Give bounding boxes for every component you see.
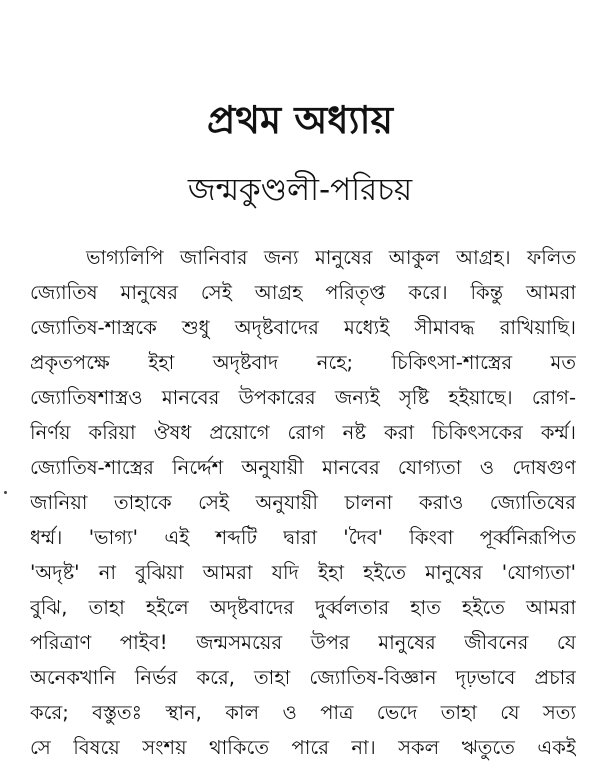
body-text (30, 240, 576, 765)
chapter-title: প্রথম অধ্যায় (207, 98, 393, 142)
paragraph-line: ধর্ম্ম। 'ভাগ্য' এই শব্দটি দ্বারা 'দৈব' কিংবা পূর্ব্বনিরূপিত (30, 526, 576, 549)
paragraph-line: বুঝি, তাহা হইলে অদৃষ্টবাদের দুর্ব্বলতার হাত হইতে আমরা (30, 596, 576, 619)
paragraph-line: জ্যোতিষ-শাস্ত্রকে শুধু অদৃষ্টবাদের মধ্যেই সীমাবদ্ধ রাখিয়াছি। (30, 316, 576, 339)
section-title: জন্মকুণ্ডলী-পরিচয় (187, 172, 413, 208)
paragraph-line: জানিয়া তাহাকে সেই অনুযায়ী চালনা করাও জ্যোতিষের (30, 491, 576, 514)
paragraph-line: সে বিষয়ে সংশয় থাকিতে পারে না। সকল ঋতুতে একই (30, 736, 576, 759)
paragraph-line: অনেকখানি নির্ভর করে, তাহা জ্যোতিষ-বিজ্ঞান দৃঢ়ভাবে প্রচার (30, 666, 576, 689)
paragraph-line: করে; বস্তুতঃ স্থান, কাল ও পাত্র ভেদে তাহা যে সত্য (30, 701, 576, 724)
paragraph-line: নির্ণয় করিয়া ঔষধ প্রয়োগে রোগ নষ্ট করা চিকিৎসকের কর্ম্ম। (30, 421, 576, 444)
paragraph-line: ভাগ্যলিপি জানিবার জন্য মানুষের আকুল আগ্রহ। ফলিত (86, 246, 576, 269)
scan-speck (4, 491, 7, 494)
paragraph-line: প্রকৃতপক্ষে ইহা অদৃষ্টবাদ নহে; চিকিৎসা-শাস্ত্রের মত (30, 351, 576, 374)
paragraph-line: 'অদৃষ্ট' না বুঝিয়া আমরা যদি ইহা হইতে মানুষের 'যোগ্যতা' (30, 561, 576, 584)
paragraph-line: জ্যোতিষ-শাস্ত্রের নির্দ্দেশ অনুযায়ী মানবের যোগ্যতা ও দোষগুণ (30, 456, 576, 479)
paragraph-line: জ্যোতিষ মানুষের সেই আগ্রহ পরিতৃপ্ত করে। কিন্তু আমরা (30, 281, 576, 304)
paragraph-line: জ্যোতিষশাস্ত্রও মানবের উপকারের জন্যই সৃষ্টি হইয়াছে। রোগ- (30, 386, 576, 409)
paragraph-line: পরিত্রাণ পাইব! জন্মসময়ের উপর মানুষের জীবনের যে (30, 631, 576, 654)
